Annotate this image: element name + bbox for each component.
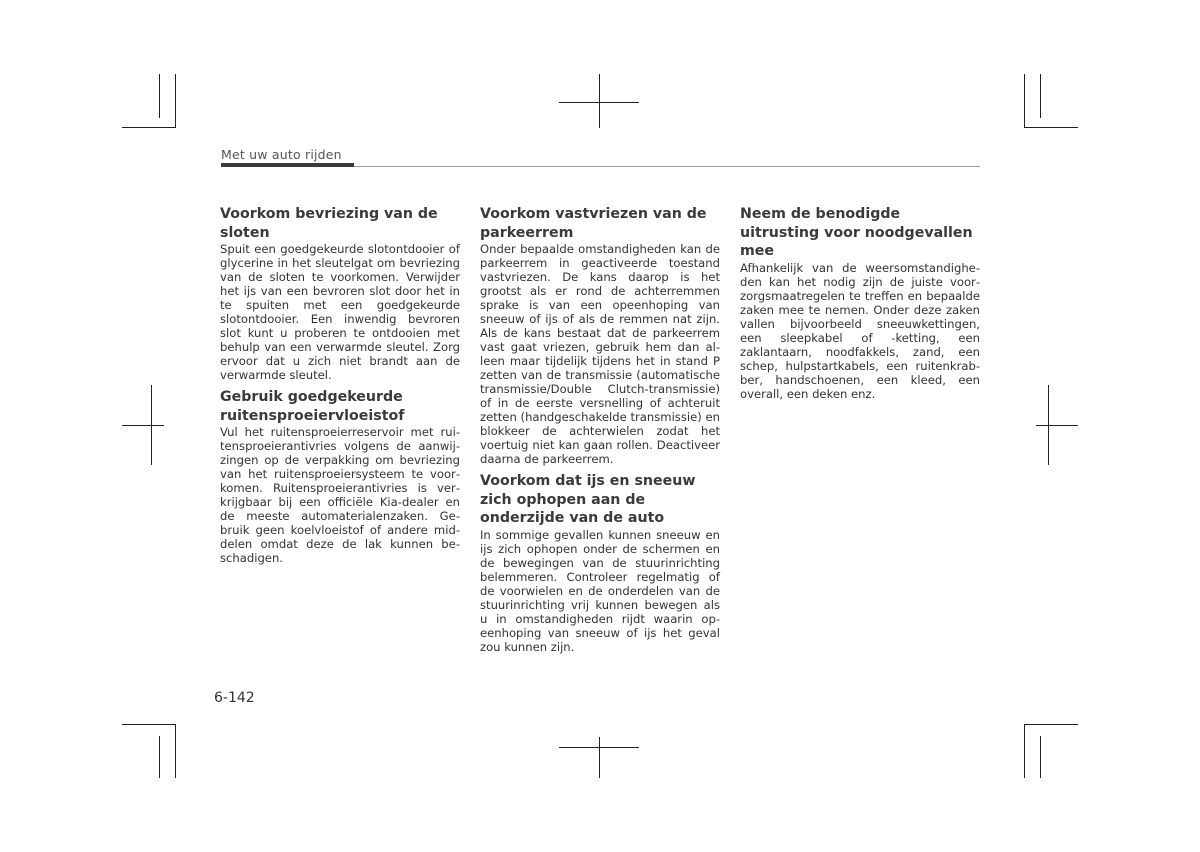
column-2 — [480, 205, 720, 660]
crop-mark-bl-v2 — [159, 736, 160, 778]
crop-mark-bl-v1 — [175, 724, 176, 778]
section-body: In sommige gevallen kunnen sneeuw en ijs zich ophopen onder de schermen en de bewegingen van de stuurinrichting belemmeren. Controleer regelmatig of de voorwielen en de onderdelen van de stuurinrichting vrij kunnen bewegen als u in omstandigheden rijdt waarin opeenhoping van sneeuw of ijs het geval zou kunnen zijn. — [480, 527, 720, 654]
page-number: 6-142 — [214, 690, 255, 706]
header-rule — [354, 166, 980, 167]
crop-mark-br-v1 — [1024, 724, 1025, 778]
section-body: Spuit een goedgekeurde slotontdooier of glycerine in het sleutelgat om bevriezing van de sloten te voorkomen. Verwijder het ijs van een bevroren slot door het in te spuiten met een goedgekeurde slotontdooier. Een inwendig bevroren slot kunt u proberen te ontdooien met behulp van een verwarmde sleutel. Zorg ervoor dat u zich niet brandt aan de verwarmde sleutel. — [220, 242, 460, 382]
crop-mark-br-h — [1024, 724, 1078, 725]
section-freezing-locks — [220, 205, 460, 382]
crop-mark-ml-h — [122, 425, 164, 426]
crop-mark-bc-v — [599, 737, 600, 778]
section-header: Met uw auto rijden — [221, 147, 342, 162]
crop-mark-tc-v — [599, 74, 600, 128]
section-heading: Gebruik goedgekeurde ruitensproeiervloeistof — [220, 389, 405, 424]
section-body: Vul het ruitensproeierreservoir met ruitensproeierantivries volgens de aanwijzingen op de verpakking om bevriezing van het ruitensproeiersysteem te voorkomen. Ruitensproeierantivries is verkrijgbaar bij een officiële Kia-dealer en de meeste automaterialenzaken. Gebruik geen koelvloeistof of andere middelen omdat deze de lak kunnen beschadigen. — [220, 425, 460, 565]
section-parking-brake — [480, 205, 720, 466]
section-body: Afhankelijk van de weersomstandigheden kan het nodig zijn de juiste voorzorgsmaatregelen te treffen en bepaalde zaken mee te nemen. Onder deze zaken vallen bijvoorbeeld sneeuwkettingen, een sleepkabel of -ketting, een zaklantaarn, noodfakkels, zand, een schep, hulpstartkabels, een ruitenkrabber, handschoenen, een kleed, een overall, een deken enz. — [740, 260, 980, 401]
section-washer-fluid — [220, 388, 460, 565]
crop-mark-tl-v1 — [175, 74, 176, 128]
section-ice-underbody — [480, 472, 720, 654]
crop-mark-bl-h — [122, 724, 176, 725]
column-3 — [740, 205, 980, 407]
crop-mark-tr-h — [1024, 127, 1078, 128]
section-heading: Voorkom dat ijs en sneeuw zich ophopen aan de onderzijde van de auto — [480, 473, 696, 526]
section-heading: Neem de benodigde uitrusting voor noodgevallen mee — [740, 206, 973, 259]
crop-mark-br-v2 — [1040, 736, 1041, 778]
section-heading: Voorkom vastvriezen van de parkeerrem — [480, 206, 707, 241]
crop-mark-tr-v2 — [1040, 74, 1041, 118]
section-heading: Voorkom bevriezing van de sloten — [220, 206, 438, 241]
column-1 — [220, 205, 460, 571]
crop-mark-bc-h — [559, 747, 639, 748]
crop-mark-tl-v2 — [159, 74, 160, 118]
section-emergency-equipment — [740, 205, 980, 401]
crop-mark-tl-h — [122, 127, 176, 128]
crop-mark-tc-h — [559, 102, 639, 103]
crop-mark-tr-v1 — [1024, 74, 1025, 128]
crop-mark-mr-h — [1036, 425, 1078, 426]
header-bar — [221, 163, 354, 167]
section-body: Onder bepaalde omstandigheden kan de parkeerrem in geactiveerde toestand vastvriezen. De kans daarop is het grootst als er rond de achterremmen sprake is van een opeenhoping van sneeuw of ijs of als de remmen nat zijn. Als de kans bestaat dat de parkeerrem vast gaat vriezen, gebruik hem dan alleen maar tijdelijk tijdens het in stand P zetten van de transmissie (automatische transmissie/Double Clutch-transmissie) of in de eerste versnelling of achteruit zetten (handgeschakelde transmissie) en blokkeer de achterwielen zodat het voertuig niet kan gaan rollen. Deactiveer daarna de parkeerrem. — [480, 242, 720, 466]
